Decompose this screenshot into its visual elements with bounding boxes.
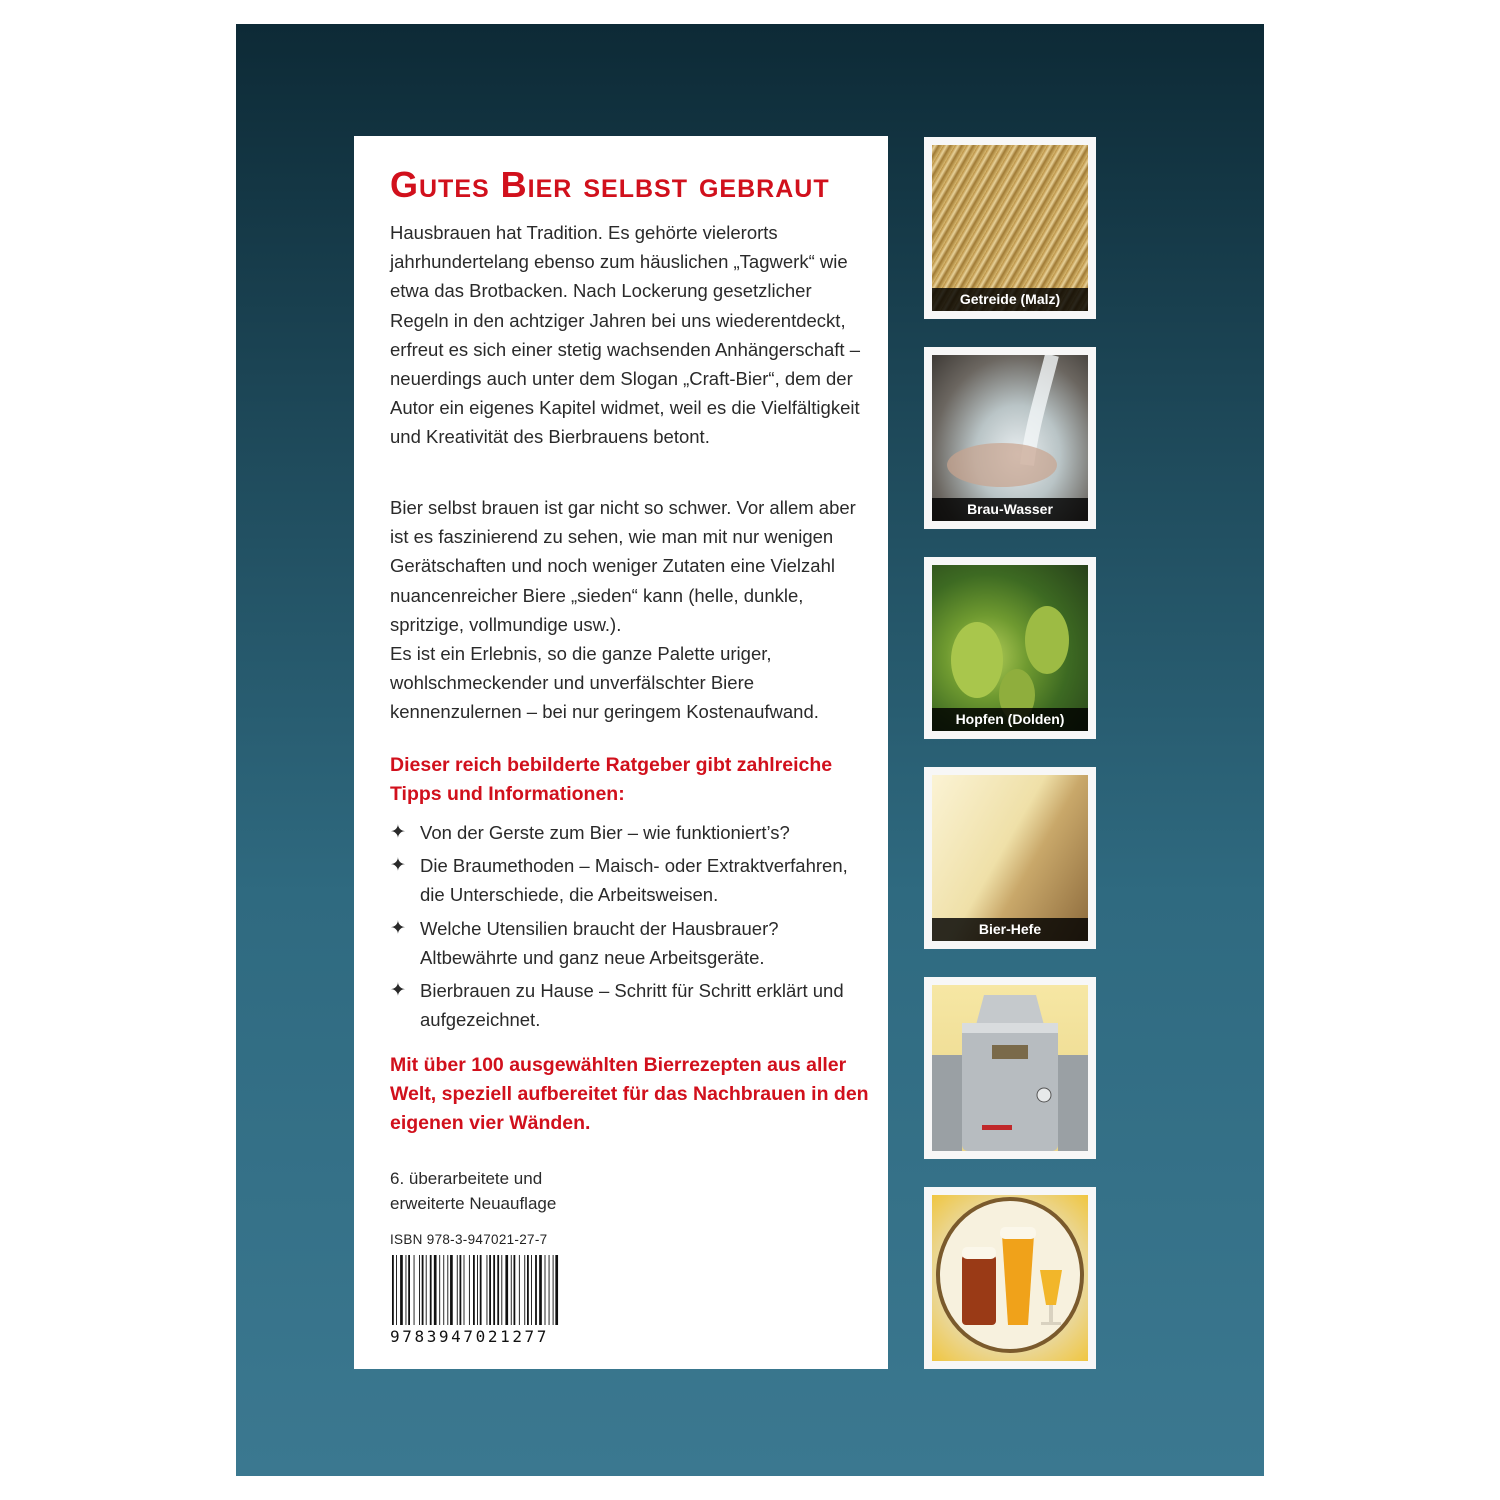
third-paragraph-text: Es ist ein Erlebnis, so die ganze Palette uriger, wohlschmeckender und unverfälschter Biere kennenzulernen – bei nur geringem Kostenaufwand. (390, 643, 819, 723)
barcode-bar (549, 1255, 550, 1325)
isbn-label: ISBN 978-3-947021-27-7 (390, 1232, 548, 1247)
list-item-text: Bierbrauen zu Hause – Schritt für Schritt erklärt und aufgezeichnet. (420, 980, 844, 1031)
barcode-bar (419, 1255, 420, 1325)
star-bullet-icon: ✦ (390, 917, 406, 939)
barcode-bar (396, 1255, 397, 1325)
barcode-bar (505, 1255, 508, 1325)
barcode-bar (477, 1255, 478, 1325)
barcode-bar (400, 1255, 403, 1325)
barcode-bar (443, 1255, 444, 1325)
barcode (390, 1255, 560, 1325)
star-bullet-icon: ✦ (390, 980, 406, 1002)
barcode-bar (531, 1255, 532, 1325)
tile-label: Bier-Hefe (932, 918, 1088, 941)
barcode-bar (430, 1255, 432, 1325)
barcode-bar (392, 1255, 394, 1325)
barcode-bar (535, 1255, 537, 1325)
barcode-bar (511, 1255, 512, 1325)
list-item (390, 976, 870, 1034)
barcode-bar (464, 1255, 465, 1325)
edition-note (390, 1166, 556, 1216)
list-item-text: Welche Utensilien braucht der Hausbrauer? Altbewährte und ganz neue Arbeitsgeräte. (420, 917, 779, 968)
tile-beer (924, 1187, 1096, 1369)
water-image (932, 355, 1088, 521)
star-bullet-icon: ✦ (390, 822, 406, 843)
tile-label: Hopfen (Dolden) (932, 708, 1088, 731)
brew-kettle-image (932, 985, 1088, 1151)
barcode-bar (469, 1255, 470, 1325)
second-paragraph-text: Bier selbst brauen ist gar nicht so schwer. Vor allem aber ist es faszinierend zu sehen, wie man mit nur wenigen Gerätschaften und noch weniger Zutaten eine Vielzahl nuancenreicher Biere „sieden“ kann (helle, dunkle, spritzige, vollmundige usw.). (390, 497, 856, 635)
highlight-recipes: Mit über 100 ausgewählten Bierrezepten aus aller Welt, speziell aufbereitet für das Nachbrauen in den eigenen vier Wänden. (390, 1054, 869, 1134)
hops-image (932, 565, 1088, 731)
barcode-bar (408, 1255, 410, 1325)
barcode-bar (447, 1255, 448, 1325)
barcode-bar (414, 1255, 415, 1325)
barcode-bar (489, 1255, 491, 1325)
tile-label: Getreide (Malz) (932, 288, 1088, 311)
edition-line-2: erweiterte Neuauflage (390, 1194, 557, 1213)
barcode-bar (422, 1255, 424, 1325)
barcode-bar (473, 1255, 475, 1325)
barcode-bar (501, 1255, 502, 1325)
barcode-bar (527, 1255, 529, 1325)
tile-kettle (924, 977, 1096, 1159)
barcode-bar (524, 1255, 525, 1325)
list-item-text: Von der Gerste zum Bier – wie funktioniert’s? (420, 822, 790, 843)
highlight-tips: Dieser reich bebilderte Ratgeber gibt zahlreiche Tipps und Informationen: (390, 754, 833, 805)
barcode-bar (497, 1255, 499, 1325)
barcode-bar (439, 1255, 440, 1325)
tile-label: Brau-Wasser (932, 498, 1088, 521)
book-title: Gutes Bier selbst gebraut (390, 164, 830, 205)
barcode-number: 9783947021277 (390, 1327, 550, 1346)
second-paragraph (390, 493, 860, 727)
barcode-bar (434, 1255, 437, 1325)
tile-water (924, 347, 1096, 529)
barcode-bar (493, 1255, 495, 1325)
barcode-bar (406, 1255, 407, 1325)
tile-yeast (924, 767, 1096, 949)
barcode-bar (480, 1255, 482, 1325)
barcode-bar (450, 1255, 453, 1325)
barcode-bar (487, 1255, 488, 1325)
grain-image (932, 145, 1088, 311)
tile-hops (924, 557, 1096, 739)
barcode-bar (514, 1255, 516, 1325)
edition-line-1: 6. überarbeitete und (390, 1169, 543, 1188)
intro-paragraph: Hausbrauen hat Tradition. Es gehörte vielerorts jahrhundertelang ebenso zum häuslichen „Tagwerk“ wie etwa das Brotbacken. Nach Lockerung gesetzlicher Regeln in den achtziger Jahren bei uns wiederentdeckt, erfreut es sich einer stetig wachsenden Anhängerschaft – neuerdings auch unter dem Slogan „Craft-Bier“, dem der Autor ein eigenes Kapitel widmet, weil es die Vielfältigkeit und Kreativität des Bierbrauens betont. (390, 222, 860, 448)
barcode-bar (457, 1255, 458, 1325)
tile-grain (924, 137, 1096, 319)
feature-list (390, 818, 870, 1038)
barcode-bar (555, 1255, 558, 1325)
star-bullet-icon: ✦ (390, 855, 406, 877)
barcode-bar (553, 1255, 554, 1325)
barcode-bar (545, 1255, 546, 1325)
beer-glasses-image (932, 1195, 1088, 1361)
list-item (390, 851, 870, 909)
barcode-bar (539, 1255, 542, 1325)
barcode-bar (426, 1255, 427, 1325)
list-item (390, 914, 870, 972)
barcode-bar (519, 1255, 520, 1325)
list-item (390, 818, 870, 847)
yeast-image (932, 775, 1088, 941)
barcode-bar (460, 1255, 462, 1325)
list-item-text: Die Braumethoden – Maisch- oder Extraktverfahren, die Unterschiede, die Arbeitsweisen. (420, 855, 848, 906)
